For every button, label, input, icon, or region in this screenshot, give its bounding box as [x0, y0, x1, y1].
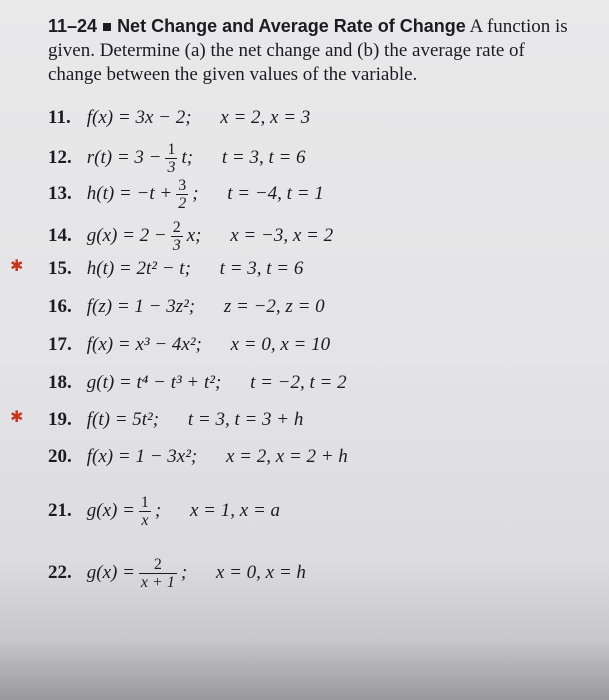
- asterisk-mark-icon: ✱: [10, 258, 24, 275]
- fraction: $\frac{1}{3}$: [167, 141, 176, 176]
- problem-14: 14. g(x) = 2 − $\frac{2}{3}$ x; x = −3, x = 2: [48, 219, 334, 254]
- problem-19: 19. f(t) = 5t²; t = 3, t = 3 + h: [48, 409, 304, 430]
- section-title: Net Change and Average Rate of Change: [117, 16, 466, 36]
- problem-12: 12. r(t) = 3 − $\frac{1}{3}$ t; t = 3, t = 6: [48, 141, 306, 176]
- problem-22: 22. g(x) = $\frac{2}{x + 1}$ ; x = 0, x = h: [48, 556, 306, 591]
- fraction: $\frac{1}{x}$: [140, 494, 149, 529]
- fraction: $\frac{2}{3}$: [172, 219, 181, 254]
- section-range: 11–24: [48, 16, 98, 36]
- asterisk-mark-icon: ✱: [10, 409, 24, 426]
- fraction: $\frac{2}{x + 1}$: [140, 556, 175, 591]
- bottom-shadow: [0, 640, 609, 700]
- intro-text-2: given. Determine (a) the net change and (b) the average rate of: [48, 40, 525, 61]
- intro-text-1: A function is: [469, 16, 568, 37]
- problem-21: 21. g(x) = $\frac{1}{x}$ ; x = 1, x = a: [48, 494, 281, 529]
- problem-18: 18. g(t) = t⁴ − t³ + t²; t = −2, t = 2: [48, 372, 347, 393]
- problem-15: 15. h(t) = 2t² − t; t = 3, t = 6: [48, 258, 304, 279]
- intro-text-3: change between the given values of the variable.: [48, 64, 418, 85]
- problem-13: 13. h(t) = −t + $\frac{3}{2}$ ; t = −4, t = 1: [48, 177, 324, 212]
- problem-16: 16. f(z) = 1 − 3z²; z = −2, z = 0: [48, 296, 325, 317]
- problem-11: 11. f(x) = 3x − 2; x = 2, x = 3: [48, 107, 311, 128]
- problem-20: 20. f(x) = 1 − 3x²; x = 2, x = 2 + h: [48, 446, 348, 467]
- problem-17: 17. f(x) = x³ − 4x²; x = 0, x = 10: [48, 334, 331, 355]
- fraction: $\frac{3}{2}$: [178, 177, 187, 212]
